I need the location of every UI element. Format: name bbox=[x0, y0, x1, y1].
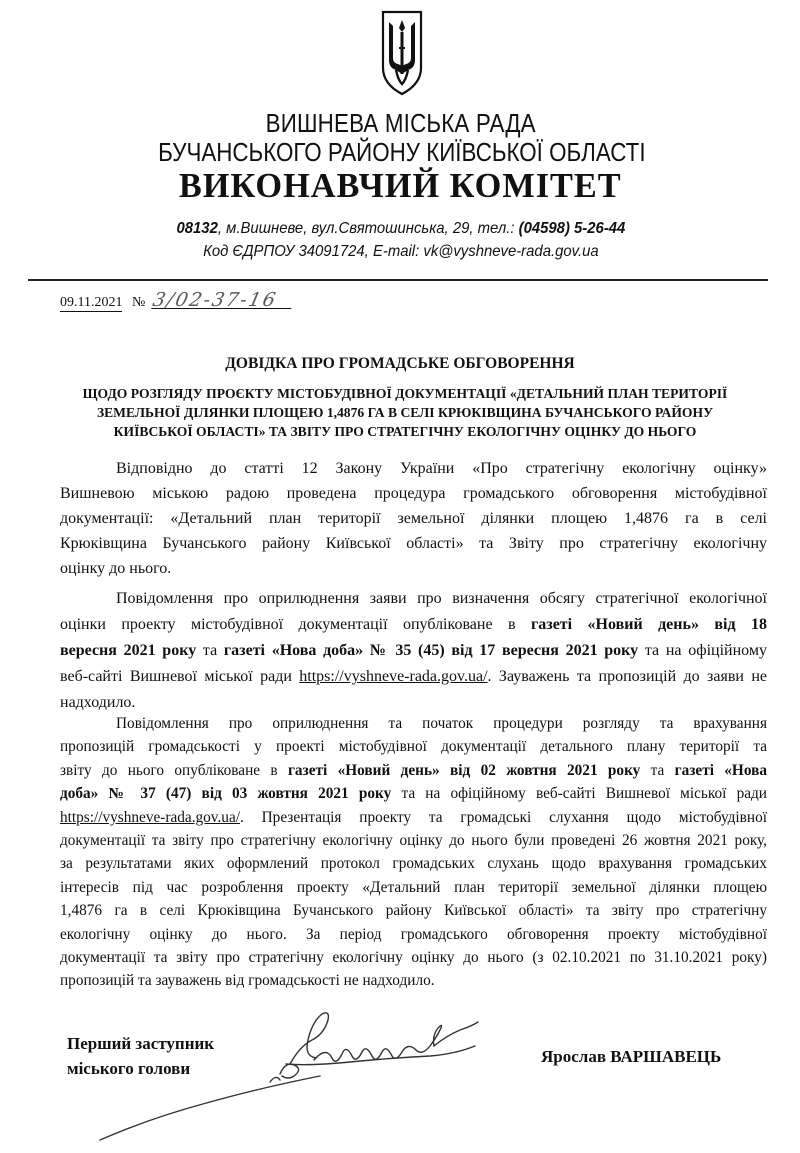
paragraph-line: Крюківщина Бучанського району Київської області» та Звіту про стратегічну екологічну bbox=[60, 535, 767, 552]
paragraph-line: надходило. bbox=[60, 694, 136, 711]
newspaper-ref: газеті «Нова bbox=[674, 761, 768, 779]
committee-name: ВИКОНАВЧИЙ КОМІТЕТ bbox=[178, 166, 622, 205]
postal-index: 08132 bbox=[176, 220, 218, 237]
paragraph-line bbox=[60, 638, 767, 664]
registry-email-line: Код ЄДРПОУ 34091724, E-mail: vk@vyshneve-rada.gov.ua bbox=[203, 243, 599, 260]
document-title: ДОВІДКА ПРО ГРОМАДСЬКЕ ОБГОВОРЕННЯ bbox=[225, 355, 575, 372]
text-run: . Зауважень та пропозицій до заяви не bbox=[487, 668, 767, 685]
position-line: міського голови bbox=[67, 1059, 191, 1078]
header-divider bbox=[28, 279, 768, 281]
paragraph-line bbox=[60, 612, 767, 638]
document-subtitle bbox=[60, 384, 750, 441]
phone-number: (04598) 5-26-44 bbox=[518, 220, 626, 237]
paragraph-line: Повідомлення про оприлюднення заяви про визначення обсягу стратегічної екологічної bbox=[116, 590, 767, 607]
newspaper-ref: доба» № 37 (47) від 03 жовтня 2021 року bbox=[60, 785, 392, 803]
paragraph-line bbox=[60, 782, 767, 805]
text-run: звіту до нього опубліковане в bbox=[60, 761, 288, 779]
text-run: та на офіційному bbox=[638, 642, 767, 659]
paragraph-line bbox=[60, 759, 767, 782]
outgoing-number bbox=[60, 289, 293, 311]
paragraph-line: Відповідно до статті 12 Закону України «Про стратегічну екологічну оцінку» bbox=[116, 460, 767, 477]
paragraph-line: Вишневою міською радою проведена процедура громадського обговорення містобудівної bbox=[60, 485, 767, 502]
number-sign: № bbox=[131, 295, 146, 310]
paragraph-line: документації та звіту про стратегічну екологічну оцінку до нього були проведені 26 жовтня 2021 року, bbox=[60, 832, 767, 850]
paragraph-line bbox=[60, 664, 767, 690]
address-line bbox=[29, 219, 773, 239]
paragraph-line: документації та звіту про стратегічну екологічну оцінку до нього (з 02.10.2021 по 31.10.2021 року) bbox=[60, 949, 767, 967]
district-name: БУЧАНСЬКОГО РАЙОНУ КИЇВСЬКОЇ ОБЛАСТІ bbox=[158, 137, 646, 167]
newspaper-ref: газеті «Новий день» від 02 жовтня 2021 року bbox=[287, 761, 641, 779]
newspaper-ref: газеті «Новий день» від 18 bbox=[531, 616, 768, 633]
paragraph-line: за результатами яких оформлений протокол громадських слухань щодо врахування громадських bbox=[60, 855, 767, 873]
text-run: . Презентація проекту та громадські слухання щодо містобудівної bbox=[239, 808, 767, 826]
website-link[interactable]: https://vyshneve-rada.gov.ua/ bbox=[299, 668, 488, 685]
paragraph-line: пропозицій громадськості у проекті містобудівної документації детального плану території та bbox=[60, 738, 767, 756]
text-run: оцінки проекту містобудівної документації опубліковане в bbox=[60, 616, 531, 633]
handwritten-number: 3/02-37-16 bbox=[151, 292, 295, 309]
text-run: та на офіційному веб-сайті Вишневої міської ради bbox=[391, 785, 767, 803]
paragraph-line: пропозицій та зауважень від громадськості не надходило. bbox=[60, 972, 435, 990]
newspaper-ref: газеті «Нова доба» № 35 (45) від 17 вересня 2021 року bbox=[223, 642, 639, 659]
paragraph-legal-basis bbox=[60, 456, 767, 581]
position-line: Перший заступник bbox=[67, 1034, 215, 1053]
subtitle-line: ЗЕМЕЛЬНОЇ ДІЛЯНКИ ПЛОЩЕЮ 1,4876 ГА В СЕЛІ КРЮКІВЩИНА БУЧАНСЬКОГО РАЙОНУ bbox=[96, 405, 714, 420]
paragraph-line bbox=[60, 806, 767, 829]
council-name: ВИШНЕВА МІСЬКА РАДА bbox=[265, 108, 536, 138]
paragraph-scope-notice bbox=[60, 586, 767, 716]
paragraph-line: екологічну оцінку до нього. За період громадського обговорення проекту містобудівної bbox=[60, 925, 767, 943]
paragraph-line: оцінку до нього. bbox=[60, 560, 172, 577]
signatory-position bbox=[67, 1031, 214, 1081]
paragraph-line: документації: «Детальний план території земельної ділянки площею 1,4876 га в селі bbox=[60, 510, 767, 527]
text-run: та bbox=[196, 642, 224, 659]
paragraph-line: Повідомлення про оприлюднення та початок процедури розгляду та врахування bbox=[116, 715, 767, 732]
trident-emblem-icon bbox=[380, 8, 424, 96]
paragraph-line: інтересів під час розроблення проекту «Детальний план території земельної ділянки площею bbox=[60, 878, 767, 896]
text-run: та bbox=[640, 761, 675, 779]
outgoing-date: 09.11.2021 bbox=[60, 295, 123, 310]
text-run: веб-сайті Вишневої міської ради bbox=[60, 668, 300, 685]
paragraph-hearings bbox=[60, 712, 767, 993]
subtitle-line: ЩОДО РОЗГЛЯДУ ПРОЄКТУ МІСТОБУДІВНОЇ ДОКУМЕНТАЦІЇ «ДЕТАЛЬНИЙ ПЛАН ТЕРИТОРІЇ bbox=[82, 386, 728, 401]
street-address: , м.Вишневе, вул.Святошинська, 29, тел.: bbox=[217, 220, 519, 237]
paragraph-line: 1,4876 га в селі Крюківщина Бучанського району Київської області» та звіту про стратегічну bbox=[60, 902, 767, 920]
signatory-name: Ярослав ВАРШАВЕЦЬ bbox=[541, 1047, 722, 1066]
newspaper-ref: вересня 2021 року bbox=[60, 642, 197, 659]
subtitle-line: КИЇВСЬКОЇ ОБЛАСТІ» ТА ЗВІТУ ПРО СТРАТЕГІЧНУ ЕКОЛОГІЧНУ ОЦІНКУ ДО НЬОГО bbox=[113, 424, 697, 439]
website-link[interactable]: https://vyshneve-rada.gov.ua/ bbox=[60, 808, 240, 826]
